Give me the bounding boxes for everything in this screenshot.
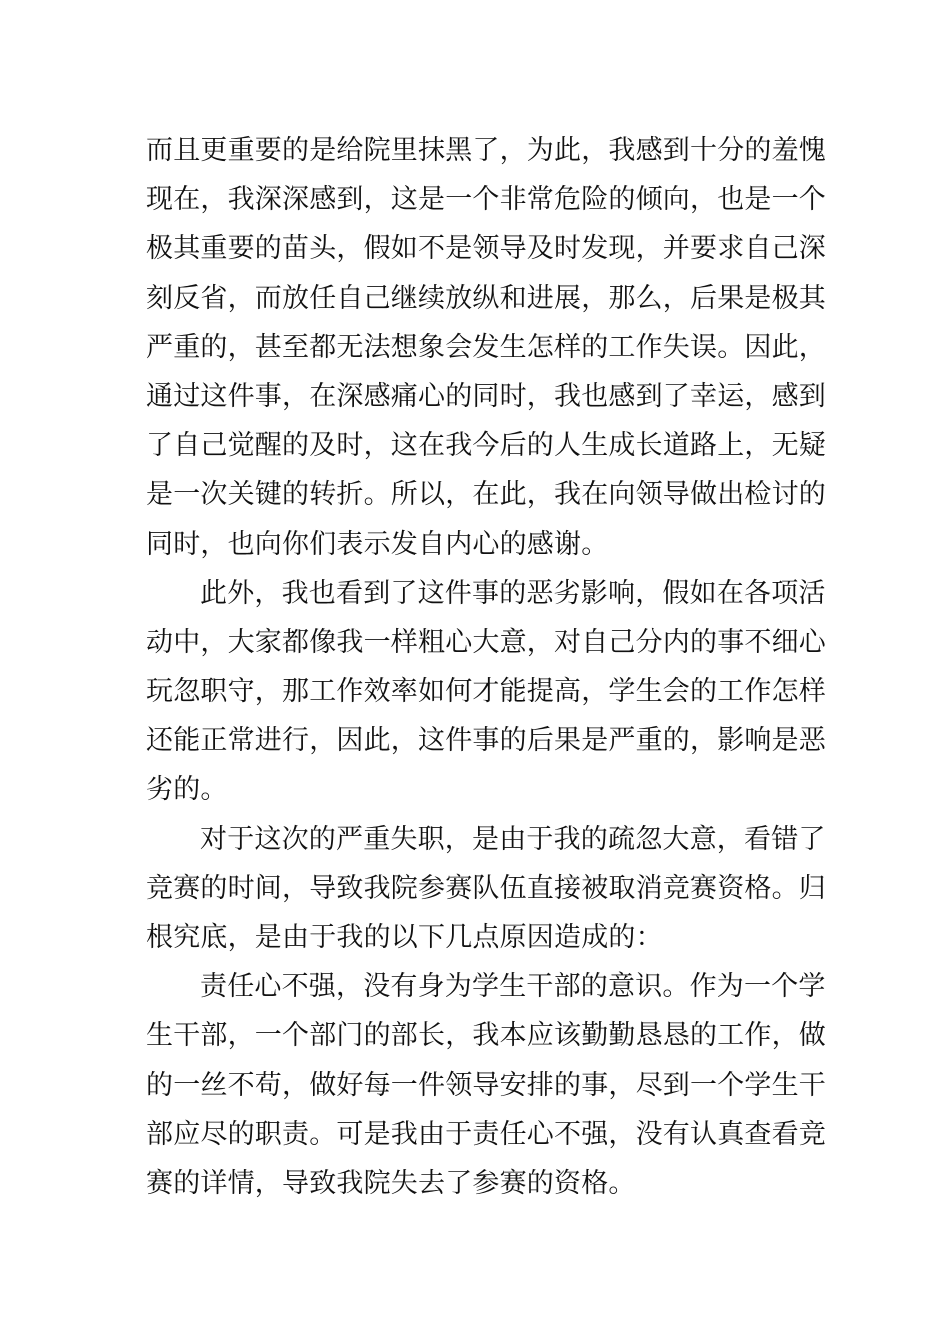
text-line: 通过这件事，在深感痛心的同时，我也感到了幸运，感到 bbox=[146, 380, 826, 412]
text-line: 是一次关键的转折。所以，在此，我在向领导做出检讨的 bbox=[146, 479, 826, 511]
text-line: 严重的，甚至都无法想象会发生怎样的工作失误。因此， bbox=[146, 331, 826, 363]
text-line: 了自己觉醒的及时，这在我今后的人生成长道路上，无疑 bbox=[146, 430, 826, 462]
text-line: 还能正常进行，因此，这件事的后果是严重的，影响是恶 bbox=[146, 725, 826, 757]
text-line: 动中，大家都像我一样粗心大意，对自己分内的事不细心 bbox=[146, 626, 826, 658]
text-line: 同时，也向你们表示发自内心的感谢。 bbox=[146, 528, 609, 560]
text-line: 竞赛的时间，导致我院参赛队伍直接被取消竞赛资格。归 bbox=[146, 872, 826, 904]
text-line: 劣的。 bbox=[146, 774, 228, 806]
text-line: 生干部，一个部门的部长，我本应该勤勤恳恳的工作，做 bbox=[146, 1020, 826, 1052]
text-line: 玩忽职守，那工作效率如何才能提高，学生会的工作怎样 bbox=[146, 676, 826, 708]
paragraph-start-line: 此外，我也看到了这件事的恶劣影响，假如在各项活 bbox=[200, 577, 826, 609]
text-line: 赛的详情，导致我院失去了参赛的资格。 bbox=[146, 1167, 636, 1199]
document-body bbox=[146, 126, 826, 1208]
paragraph-start-line: 对于这次的严重失职，是由于我的疏忽大意，看错了 bbox=[200, 823, 826, 855]
text-line: 根究底，是由于我的以下几点原因造成的： bbox=[146, 922, 663, 953]
text-line: 而且更重要的是给院里抹黑了，为此，我感到十分的羞愧 bbox=[146, 135, 826, 166]
text-line: 极其重要的苗头，假如不是领导及时发现，并要求自己深 bbox=[146, 233, 826, 265]
text-line: 部应尽的职责。可是我由于责任心不强，没有认真查看竞 bbox=[146, 1118, 826, 1150]
paragraph-start-line: 责任心不强，没有身为学生干部的意识。作为一个学 bbox=[200, 971, 826, 1003]
text-line: 刻反省，而放任自己继续放纵和进展，那么，后果是极其 bbox=[146, 282, 826, 314]
text-line: 的一丝不苟，做好每一件领导安排的事，尽到一个学生干 bbox=[146, 1069, 826, 1101]
text-line: 现在，我深深感到，这是一个非常危险的倾向，也是一个 bbox=[146, 184, 826, 216]
